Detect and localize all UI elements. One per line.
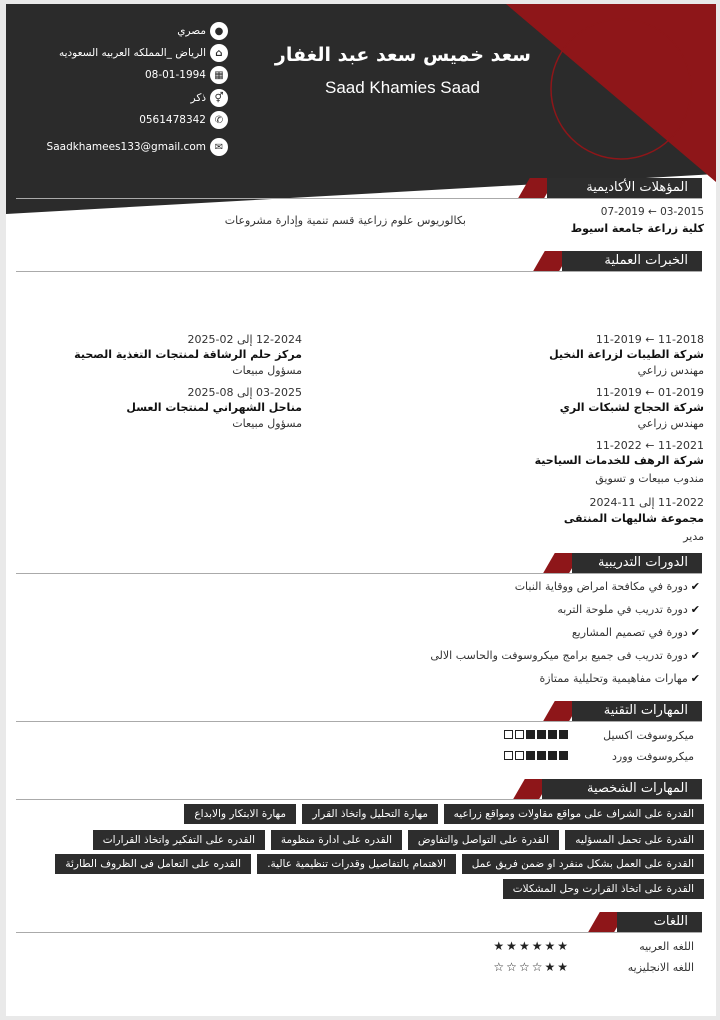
experience-company: شركة الحجاج لشبكات الري bbox=[559, 401, 704, 414]
experience-role: مدير bbox=[683, 530, 704, 543]
skill-tag: القدرة على التواصل والتفاوض bbox=[408, 830, 559, 850]
contact-email[interactable] bbox=[47, 137, 228, 157]
check-icon: ✔ bbox=[690, 603, 700, 616]
level-filled-icon bbox=[537, 730, 546, 739]
contact-address bbox=[59, 43, 228, 63]
level-filled-icon bbox=[548, 730, 557, 739]
tech-skill-rating bbox=[504, 730, 568, 739]
section-header-education bbox=[522, 178, 702, 198]
experience-role: مندوب مبيعات و تسويق bbox=[595, 472, 704, 485]
course-item: ✔دورة تدريب في ملوحة التربه bbox=[557, 603, 700, 616]
section-header-experience bbox=[537, 251, 702, 271]
star-empty-icon: ☆ bbox=[518, 960, 530, 974]
contact-nationality bbox=[177, 21, 228, 41]
course-item: ✔دورة في تصميم المشاريع bbox=[571, 626, 700, 639]
education-institution: كلية زراعة جامعة اسيوط bbox=[570, 222, 704, 235]
level-filled-icon bbox=[559, 751, 568, 760]
skill-tag: الاهتمام بالتفاصيل وقدرات تنظيمية عالية. bbox=[257, 854, 456, 874]
level-filled-icon bbox=[526, 730, 535, 739]
star-filled-icon: ★ bbox=[544, 939, 556, 953]
experience-company: شركة الطيبات لزراعة النخيل bbox=[549, 348, 704, 361]
course-item: ✔مهارات مفاهيمية وتحليلية ممتازة bbox=[539, 672, 700, 685]
section-header-courses bbox=[547, 553, 702, 573]
tech-skill-name: ميكروسوفت وورد bbox=[612, 750, 694, 763]
name-arabic: سعد خميس سعد عبد الغفار bbox=[274, 44, 531, 66]
experience-dates: 11-2022 إلى 11-2024 bbox=[589, 496, 704, 509]
star-filled-icon: ★ bbox=[493, 939, 505, 953]
experience-role: مهندس زراعي bbox=[637, 417, 704, 430]
star-filled-icon: ★ bbox=[506, 939, 517, 953]
course-item: ✔دورة تدريب فى جميع برامج ميكروسوفت والحاسب الالى bbox=[430, 649, 700, 662]
skill-tag: القدرة على الشراف على مواقع مقاولات ومواقع زراعيه bbox=[444, 804, 704, 824]
level-empty-icon bbox=[504, 751, 513, 760]
star-filled-icon: ★ bbox=[518, 939, 530, 953]
star-filled-icon: ★ bbox=[531, 939, 543, 953]
section-title: المهارات الشخصية bbox=[542, 779, 702, 799]
experience-dates: 12-2024 إلى 02-2025 bbox=[187, 333, 302, 346]
course-item: ✔دورة في مكافحة امراض ووقاية النبات bbox=[514, 580, 700, 593]
tech-skill-rating bbox=[504, 751, 568, 760]
tech-skill-name: ميكروسوفت اكسيل bbox=[603, 729, 694, 742]
cv-page bbox=[6, 4, 716, 1016]
contact-text: مصري bbox=[177, 25, 206, 37]
level-empty-icon bbox=[504, 730, 513, 739]
level-filled-icon bbox=[559, 730, 568, 739]
contact-text: 0561478342 bbox=[139, 114, 206, 126]
skill-tag: مهارة التحليل واتخاذ القرار bbox=[302, 804, 438, 824]
check-icon: ✔ bbox=[690, 580, 700, 593]
language-name: اللغه العربيه bbox=[639, 940, 694, 953]
section-header-tech-skills bbox=[547, 701, 702, 721]
location-pin-icon: ● bbox=[210, 22, 228, 40]
contact-text: الرياض _المملكه العربيه السعوديه bbox=[58, 47, 206, 59]
contact-text: 08-01-1994 bbox=[144, 69, 206, 81]
name-english: Saad Khamies Saad bbox=[325, 78, 480, 97]
home-icon: ⌂ bbox=[210, 44, 228, 62]
level-empty-icon bbox=[515, 751, 524, 760]
section-title: الدورات التدريبية bbox=[572, 553, 702, 573]
experience-role: مسؤول مبيعات bbox=[232, 364, 302, 377]
contact-text: ذكر bbox=[190, 92, 206, 104]
skill-tag: القدرة على تحمل المسؤليه bbox=[565, 830, 704, 850]
contact-gender bbox=[191, 88, 228, 108]
check-icon: ✔ bbox=[690, 672, 700, 685]
section-title: الخبرات العملية bbox=[562, 251, 702, 271]
language-name: اللغه الانجليزيه bbox=[627, 961, 694, 974]
education-dates: 07-2019 ← 03-2015 bbox=[600, 206, 704, 218]
phone-icon: ✆ bbox=[210, 111, 228, 129]
star-filled-icon: ★ bbox=[544, 960, 556, 974]
section-title: المهارات التقنية bbox=[572, 701, 702, 721]
language-rating bbox=[493, 960, 568, 974]
contact-birthdate bbox=[145, 65, 228, 85]
skill-tag: القدرة على العمل بشكل منفرد او ضمن فريق عمل bbox=[462, 854, 704, 874]
skill-tag: القدره على ادارة منظومة bbox=[271, 830, 402, 850]
section-header-languages bbox=[592, 912, 702, 932]
level-filled-icon bbox=[537, 751, 546, 760]
skill-tag: مهارة الابتكار والابداع bbox=[184, 804, 296, 824]
star-filled-icon: ★ bbox=[557, 960, 568, 974]
check-icon: ✔ bbox=[690, 626, 700, 639]
section-header-personal-skills bbox=[517, 779, 702, 799]
section-title: اللغات bbox=[617, 912, 702, 932]
experience-dates: 11-2019 ← 11-2018 bbox=[595, 333, 704, 346]
experience-dates: 11-2022 ← 11-2021 bbox=[595, 439, 704, 452]
level-filled-icon bbox=[548, 751, 557, 760]
star-empty-icon: ☆ bbox=[531, 960, 543, 974]
experience-company: مركز حلم الرشاقة لمنتجات التغذية الصحية bbox=[74, 348, 302, 361]
star-filled-icon: ★ bbox=[557, 939, 568, 953]
check-icon: ✔ bbox=[690, 649, 700, 662]
star-empty-icon: ☆ bbox=[506, 960, 517, 974]
experience-role: مهندس زراعي bbox=[637, 364, 704, 377]
skill-tag: القدرة على اتخاذ القرارت وحل المشكلات bbox=[503, 879, 704, 899]
contact-text[interactable]: Saadkhamees133@gmail.com bbox=[46, 141, 206, 153]
experience-dates: 11-2019 ← 01-2019 bbox=[595, 386, 704, 399]
level-filled-icon bbox=[526, 751, 535, 760]
level-empty-icon bbox=[515, 730, 524, 739]
experience-company: مجموعة شاليهات المنتقى bbox=[563, 512, 704, 525]
experience-dates: 03-2025 إلى 08-2025 bbox=[187, 386, 302, 399]
education-degree: بكالوريوس علوم زراعية قسم تنمية وإدارة مشروعات bbox=[224, 214, 466, 227]
section-title: المؤهلات الأكاديمية bbox=[547, 178, 702, 198]
gender-icon: ⚥ bbox=[210, 89, 228, 107]
calendar-icon: ▦ bbox=[210, 66, 228, 84]
star-empty-icon: ☆ bbox=[493, 960, 505, 974]
language-rating bbox=[493, 939, 568, 953]
experience-company: مناحل الشهراني لمنتجات العسل bbox=[126, 401, 302, 414]
email-icon: ✉ bbox=[210, 138, 228, 156]
skill-tag: القدره على التعامل فى الظروف الطارئة bbox=[55, 854, 251, 874]
experience-company: شركة الرهف للخدمات السياحية bbox=[534, 454, 704, 467]
skill-tag: القدره على التفكير واتخاذ القرارات bbox=[93, 830, 265, 850]
contact-phone bbox=[139, 110, 228, 130]
experience-role: مسؤول مبيعات bbox=[232, 417, 302, 430]
